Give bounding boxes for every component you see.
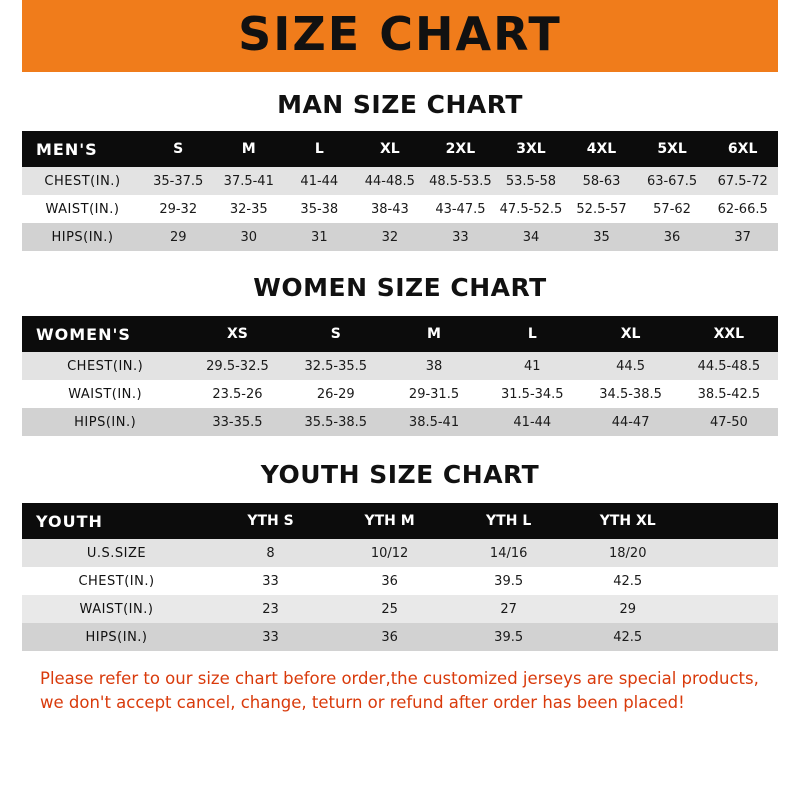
men-hips-l: 31 [311,229,328,245]
men-table-body [22,167,778,251]
women-table-body [22,352,778,436]
page-title: SIZE CHART [238,7,562,61]
youth-ussize-m: 10/12 [370,545,409,561]
women-col-xxl: XXL [713,326,745,342]
women-section-title: WOMEN SIZE CHART [253,273,547,302]
men-chest-6xl: 67.5-72 [717,173,768,189]
youth-col-l: YTH L [486,513,532,529]
youth-chest-l: 39.5 [494,573,524,589]
youth-col-s: YTH S [247,513,294,529]
men-hips-xl: 32 [381,229,399,245]
women-waist-xl: 34.5-38.5 [599,386,662,402]
youth-col-xl: YTH XL [599,513,656,529]
footer-note-line-1: Please refer to our size chart before order,the customized jerseys are special products, [40,669,759,688]
youth-chest-m: 36 [381,573,398,589]
youth-header-row [22,503,778,539]
women-chest-s: 32.5-35.5 [304,358,368,374]
men-waist-2xl: 43-47.5 [435,201,486,217]
men-col-5xl: 5XL [657,141,687,157]
men-chest-s: 35-37.5 [153,173,204,189]
youth-size-table [22,503,778,651]
table-row [22,595,778,623]
men-row-label-chest: CHEST(IN.) [44,173,121,189]
women-corner-label: WOMEN'S [36,324,131,344]
youth-hips-s: 33 [262,629,279,645]
women-col-l: L [527,326,537,342]
youth-waist-xl: 29 [619,601,636,617]
youth-corner-label: YOUTH [36,511,103,531]
men-waist-5xl: 57-62 [653,201,691,217]
women-chest-xs: 29.5-32.5 [206,358,269,374]
men-chest-3xl: 53.5-58 [505,173,557,189]
table-row [22,167,778,195]
men-waist-3xl: 47.5-52.5 [499,201,563,217]
men-section-title: MAN SIZE CHART [277,90,523,119]
table-row [22,539,778,567]
table-row [22,380,778,408]
women-chest-xxl: 44.5-48.5 [697,358,761,374]
women-hips-s: 35.5-38.5 [304,414,368,430]
youth-waist-l: 27 [500,601,517,617]
youth-chest-spacer [687,567,778,595]
men-header-row [22,131,778,167]
youth-hips-l: 39.5 [494,629,524,645]
footer-note-line-2: we don't accept cancel, change, teturn or refund after order has been placed! [40,692,685,712]
table-row [22,223,778,251]
men-col-l: L [314,141,324,157]
men-chest-l: 41-44 [300,173,339,189]
table-row [22,408,778,436]
content [0,90,800,715]
table-row [22,195,778,223]
women-row-label-chest: CHEST(IN.) [67,358,144,374]
men-hips-2xl: 33 [452,229,469,245]
men-col-4xl: 4XL [586,141,617,157]
women-waist-xxl: 38.5-42.5 [697,386,761,402]
youth-table-body [22,539,778,651]
youth-row-label-hips: HIPS(IN.) [85,629,148,645]
men-size-table [22,131,778,251]
youth-hips-xl: 42.5 [613,629,643,645]
men-corner-label: MEN'S [36,139,98,159]
women-waist-l: 31.5-34.5 [501,386,564,402]
header-band [0,0,800,72]
youth-ussize-xl: 18/20 [609,545,647,561]
youth-section-title: YOUTH SIZE CHART [260,460,540,489]
women-hips-xs: 33-35.5 [212,414,263,430]
women-row-label-hips: HIPS(IN.) [74,414,137,430]
table-row [22,352,778,380]
men-col-s: S [173,141,184,157]
youth-chest-xl: 42.5 [613,573,643,589]
women-chest-l: 41 [524,358,541,374]
men-hips-6xl: 37 [734,229,751,245]
youth-hips-m: 36 [381,629,398,645]
women-chest-m: 38 [425,358,443,374]
table-row [22,623,778,651]
women-hips-xxl: 47-50 [709,414,748,430]
women-waist-s: 26-29 [316,386,355,402]
women-hips-m: 38.5-41 [408,414,460,430]
youth-waist-s: 23 [262,601,279,617]
women-col-m: M [427,326,441,342]
men-col-3xl: 3XL [516,141,546,157]
women-table-head [22,316,778,352]
men-hips-4xl: 35 [593,229,610,245]
men-hips-5xl: 36 [663,229,681,245]
men-waist-6xl: 62-66.5 [717,201,768,217]
men-waist-xl: 38-43 [370,201,409,217]
men-col-m: M [241,141,256,157]
men-chest-4xl: 58-63 [582,173,621,189]
men-waist-l: 35-38 [300,201,339,217]
men-hips-s: 29 [169,229,187,245]
youth-row-label-waist: WAIST(IN.) [79,601,154,617]
men-row-label-hips: HIPS(IN.) [51,229,114,245]
header-band-left-margin [0,0,22,72]
women-hips-xl: 44-47 [611,414,650,430]
youth-hips-spacer [687,623,778,651]
youth-ussize-spacer [687,539,778,567]
men-hips-m: 30 [240,229,258,245]
youth-col-spacer [687,503,778,539]
men-table-head [22,131,778,167]
men-col-xl: XL [380,141,400,157]
youth-row-label-chest: CHEST(IN.) [78,573,155,589]
youth-ussize-l: 14/16 [489,545,528,561]
men-col-6xl: 6XL [727,141,758,157]
women-waist-xs: 23.5-26 [212,386,263,402]
youth-table-head [22,503,778,539]
men-col-2xl: 2XL [445,141,476,157]
men-waist-m: 32-35 [229,201,268,217]
youth-ussize-s: 8 [266,545,275,561]
men-waist-s: 29-32 [159,201,198,217]
youth-waist-spacer [687,595,778,623]
youth-chest-s: 33 [262,573,279,589]
men-chest-m: 37.5-41 [223,173,274,189]
men-chest-xl: 44-48.5 [364,173,415,189]
men-row-label-waist: WAIST(IN.) [45,201,120,217]
women-col-xl: XL [620,326,641,342]
men-waist-4xl: 52.5-57 [576,201,627,217]
youth-row-label-ussize: U.S.SIZE [86,545,147,561]
women-hips-l: 41-44 [513,414,552,430]
women-col-xs: XS [227,326,248,342]
women-header-row [22,316,778,352]
youth-waist-m: 25 [381,601,398,617]
header-band-right-margin [778,0,800,72]
women-size-table [22,316,778,436]
table-row [22,567,778,595]
men-hips-3xl: 34 [522,229,540,245]
women-chest-xl: 44.5 [616,358,646,374]
women-col-s: S [330,326,341,342]
women-waist-m: 29-31.5 [408,386,460,402]
women-row-label-waist: WAIST(IN.) [68,386,143,402]
men-chest-5xl: 63-67.5 [646,173,698,189]
men-chest-2xl: 48.5-53.5 [429,173,492,189]
footer-note [22,667,778,715]
youth-col-m: YTH M [364,513,415,529]
